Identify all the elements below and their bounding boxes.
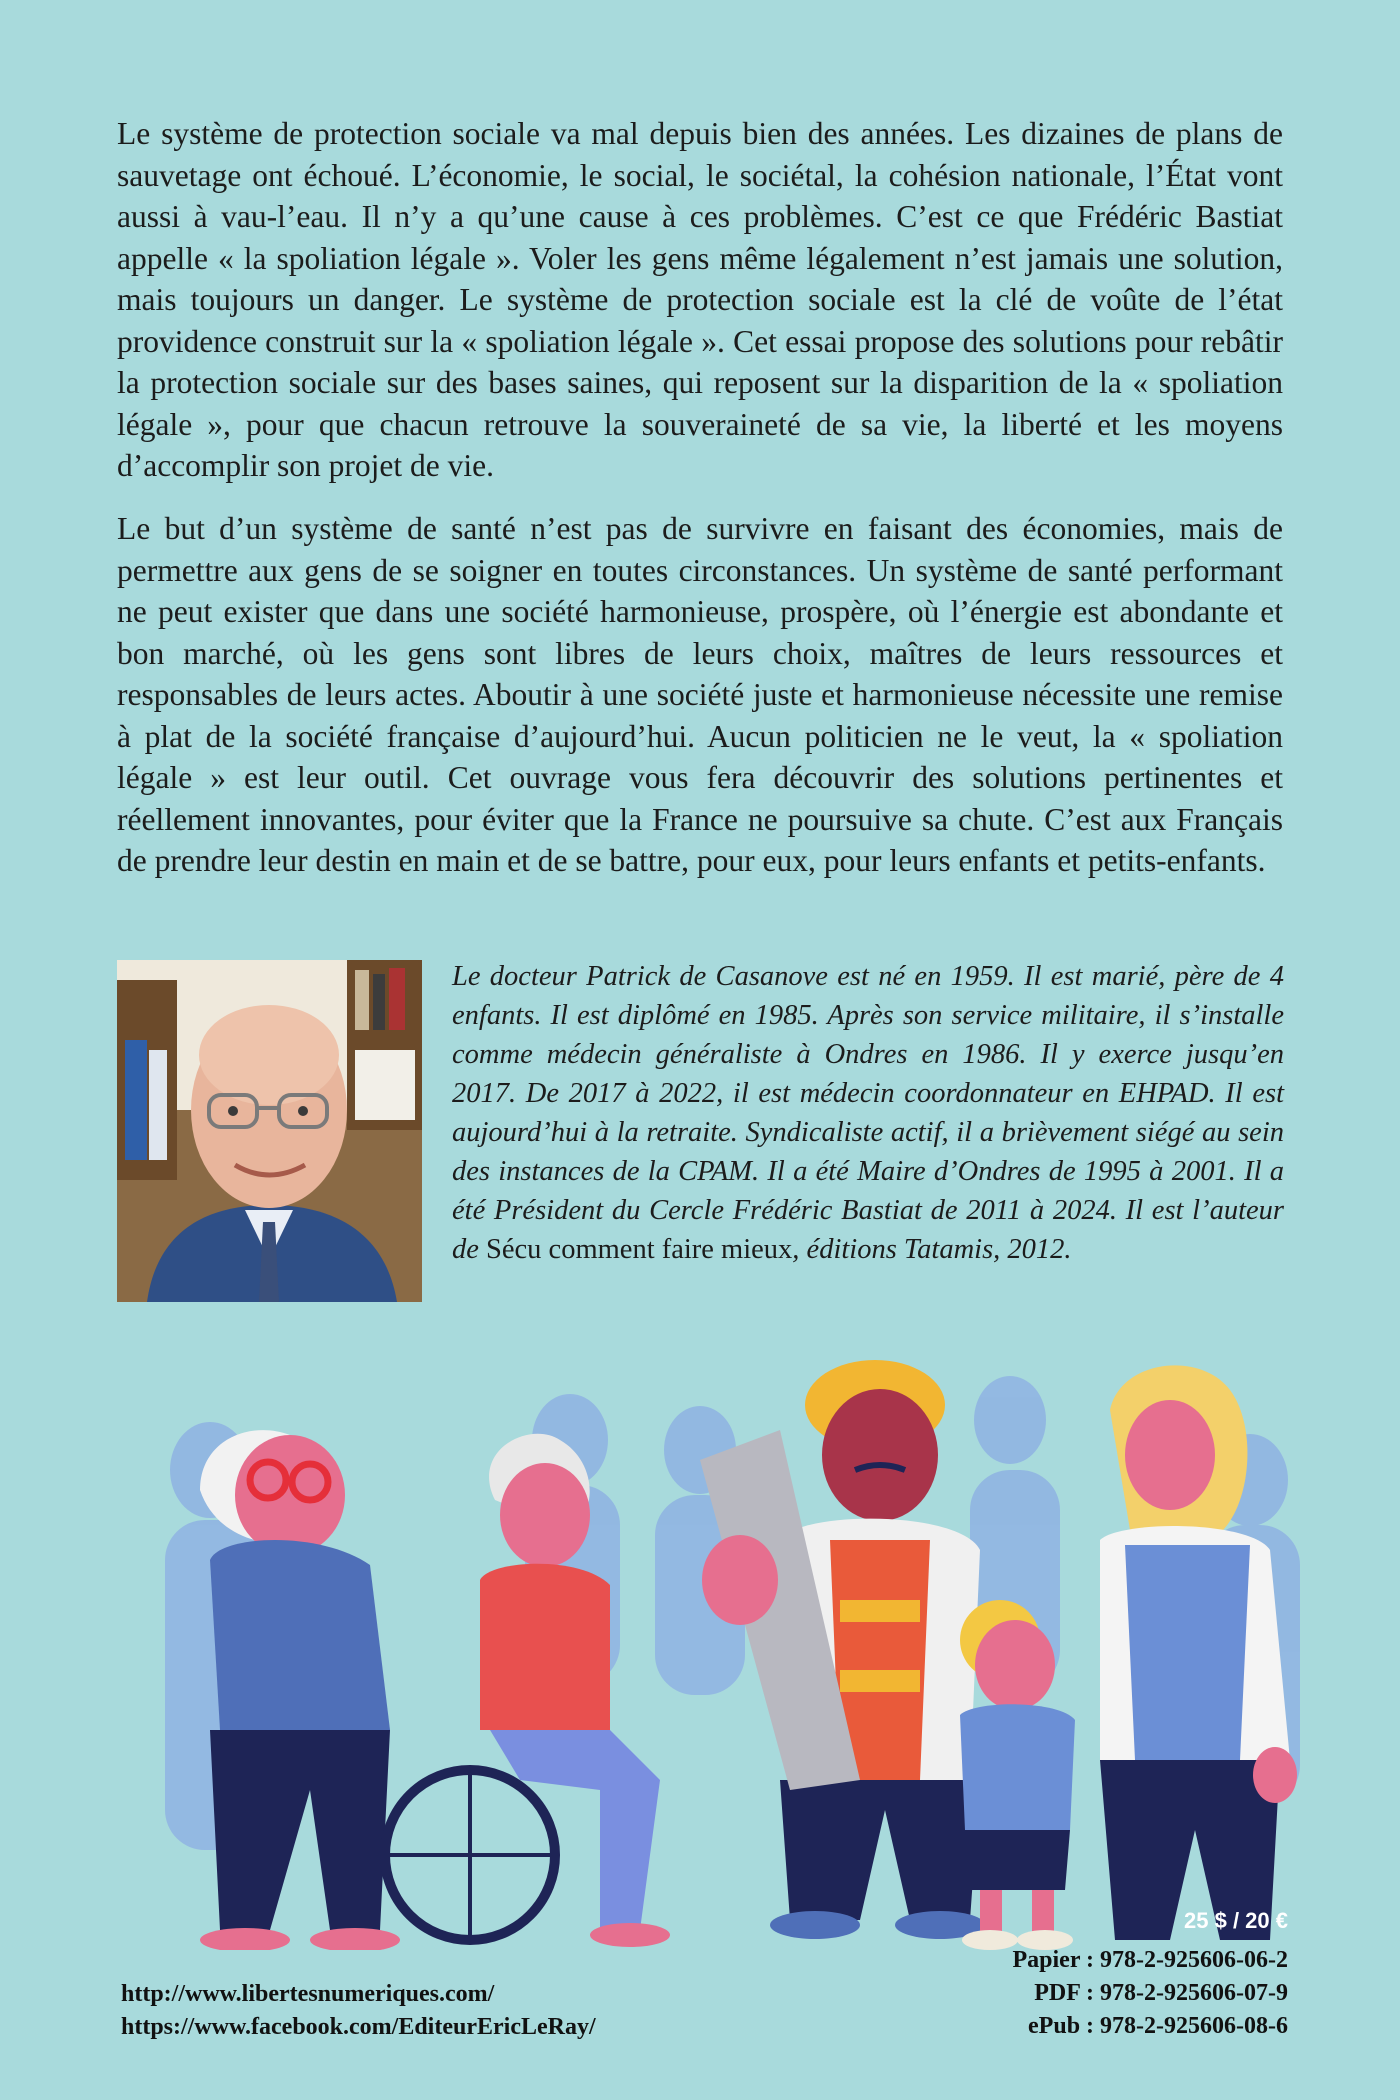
author-bio [452,957,1284,1269]
author-bio-end: , éditions Tatamis, 2012. [792,1234,1072,1265]
price-label: 25 $ / 20 € [1184,1908,1288,1933]
people-illustration [140,1310,1340,1950]
facebook-link[interactable]: https://www.facebook.com/EditeurEricLeRay/ [121,2014,596,2040]
website-link[interactable]: http://www.libertesnumeriques.com/ [121,1981,495,2007]
author-portrait-image [117,960,422,1302]
isbn-paper: Papier : 978-2-925606-06-2 [1012,1947,1288,1973]
blurb-paragraph-2: Le but d’un système de santé n’est pas de survivre en faisant des économies, mais de permettre aux gens de se soigner en toutes circonstances. Un système de santé performant ne peut exister que dans une société harmonieuse, prospère, où l’énergie est abondante et bon marché, où les gens sont libres de leurs choix, maîtres de leurs ressources et responsables de leurs actes. Aboutir à une société juste et harmonieuse nécessite une remise à plat de la société française d’aujourd’hui. Aucun politicien ne le veut, la « spoliation légale » est leur outil. Cet ouvrage vous fera découvrir des solutions pertinentes et réellement innovantes, pour éviter que la France ne poursuive sa chute. C’est aux Français de prendre leur destin en main et de se battre, pour eux, pour leurs enfants et petits-enfants. [117,511,1283,878]
blurb-paragraph-1: Le système de protection sociale va mal depuis bien des années. Les dizaines de plans de sauvetage ont échoué. L’économie, le social, le sociétal, la cohésion nationale, l’État vont aussi à vau-l’eau. Il n’y a qu’une cause à ces problèmes. C’est ce que Frédéric Bastiat appelle « la spoliation légale ». Voler les gens même légalement n’est jamais une solution, mais toujours un danger. Le système de protection sociale est la clé de voûte de l’état providence construit sur la « spoliation légale ». Cet essai propose des solutions pour rebâtir la protection sociale sur des bases saines, qui reposent sur la disparition de la « spoliation légale », pour que chacun retrouve la souveraineté de sa vie, la liberté et les moyens d’accomplir son projet de vie. [117,116,1283,483]
isbn-pdf: PDF : 978-2-925606-07-9 [1034,1980,1288,2006]
author-book-title: Sécu comment faire mieux [486,1234,793,1265]
elderly-man-figure [200,1430,400,1950]
author-bio-main: Le docteur Patrick de Casanove est né en 1959. Il est marié, père de 4 enfants. Il est diplômé en 1985. Après son service militaire, il s’installe comme médecin généraliste à Ondres en 1986. Il y exerce jusqu’en 2017. De 2017 à 2022, il est médecin coordonnateur en EHPAD. Il est aujourd’hui à la retraite. Syndicaliste actif, il a brièvement siégé au sein des instances de la CPAM. Il a été Maire d’Ondres de 1995 à 2001. Il a été Président du Cercle Frédéric Bastiat de 2011 à 2024. Il est l’auteur de [452,961,1284,1265]
wheelchair-woman-figure [385,1434,670,1947]
publisher-links [121,1978,596,2044]
isbn-epub: ePub : 978-2-925606-08-6 [1028,2013,1288,2039]
author-photo [117,960,422,1302]
isbn-block [1012,1944,1288,2043]
